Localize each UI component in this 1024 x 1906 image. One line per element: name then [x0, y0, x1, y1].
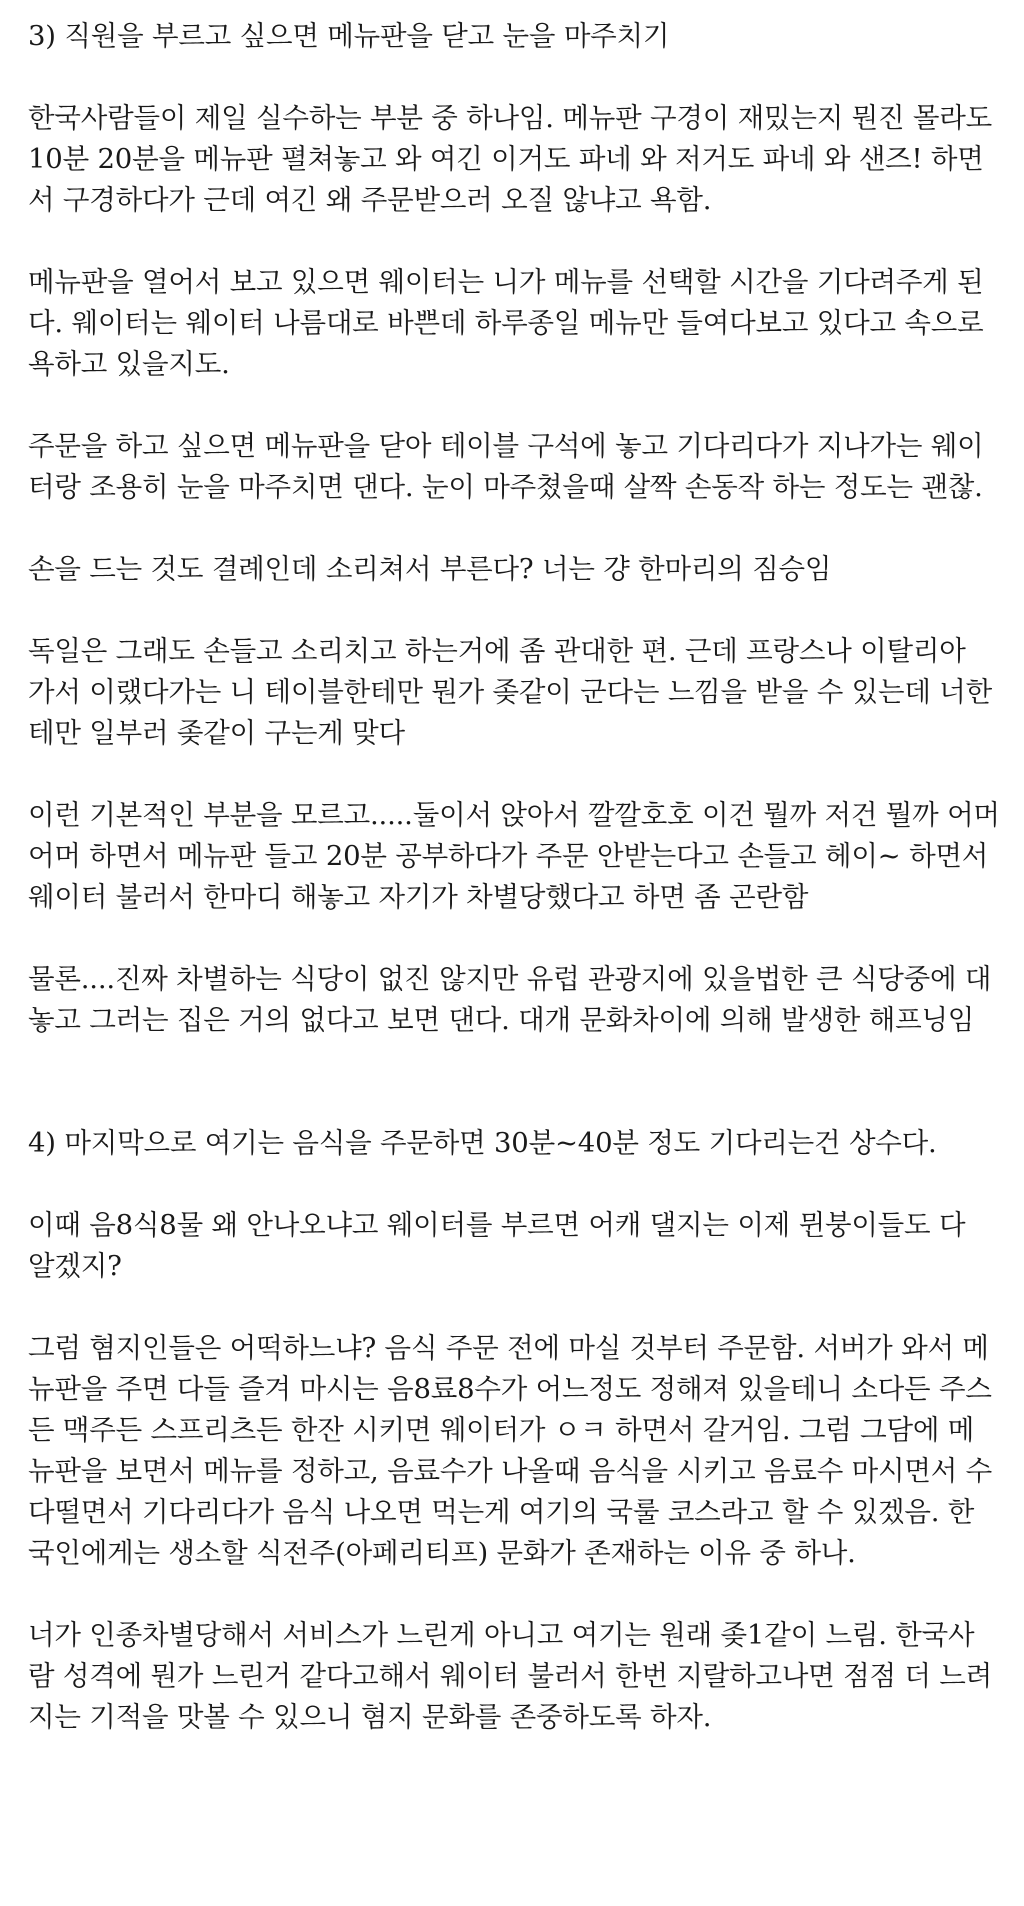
- section-3-paragraph-5: 독일은 그래도 손들고 소리치고 하는거에 좀 관대한 편. 근데 프랑스나 이탈리아 가서 이랬다가는 니 테이블한테만 뭔가 좆같이 군다는 느낌을 받을 수 있는데 너한테만 일부러 좆같이 구는게 맞다: [28, 635, 992, 749]
- paragraph-gap: [28, 508, 1000, 549]
- section-3-paragraph-1: 한국사람들이 제일 실수하는 부분 중 하나임. 메뉴판 구경이 재밌는지 뭔진 몰라도 10분 20분을 메뉴판 펼쳐놓고 와 여긴 이거도 파네 와 저거도 파네 와 샌즈! 하면서 구경하다가 근데 여긴 왜 주문받으러 오질 않냐고 욕함.: [28, 102, 992, 216]
- paragraph-gap: [28, 918, 1000, 959]
- section-3-paragraph-6: 이런 기본적인 부분을 모르고.....둘이서 앉아서 깔깔호호 이건 뭘까 저건 뭘까 어머어머 하면서 메뉴판 들고 20분 공부하다가 주문 안받는다고 손들고 헤이~ 하면서 웨이터 불러서 한마디 해놓고 자기가 차별당했다고 하면 좀 곤란함: [28, 799, 1000, 913]
- paragraph-gap: [28, 1287, 1000, 1328]
- section-4-paragraph-3: 너가 인종차별당해서 서비스가 느린게 아니고 여기는 원래 좆1같이 느림. 한국사람 성격에 뭔가 느린거 같다고해서 웨이터 불러서 한번 지랄하고나면 점점 더 느려지는 기적을 맛볼 수 있으니 혐지 문화를 존중하도록 하자.: [28, 1619, 992, 1733]
- paragraph-gap: [28, 1574, 1000, 1615]
- paragraph-gap: [28, 1164, 1000, 1205]
- section-3-heading: 3) 직원을 부르고 싶으면 메뉴판을 닫고 눈을 마주치기: [28, 20, 670, 52]
- paragraph-gap: [28, 590, 1000, 631]
- paragraph-gap: [28, 221, 1000, 262]
- section-4-heading: 4) 마지막으로 여기는 음식을 주문하면 30분~40분 정도 기다리는건 상수다.: [28, 1127, 937, 1159]
- section-4-paragraph-2: 그럼 혐지인들은 어떡하느냐? 음식 주문 전에 마실 것부터 주문함. 서버가 와서 메뉴판을 주면 다들 즐겨 마시는 음8료8수가 어느정도 정해져 있을테니 소다든 주스든 맥주든 스프리츠든 한잔 시키면 웨이터가 ㅇㅋ 하면서 갈거임. 그럼 그담에 메뉴판을 보면서 메뉴를 정하고, 음료수가 나올때 음식을 시키고 음료수 마시면서 수다떨면서 기다리다가 음식 나오면 먹는게 여기의 국룰 코스라고 할 수 있겠음. 한국인에게는 생소할 식전주(아페리티프) 문화가 존재하는 이유 중 하나.: [28, 1332, 992, 1569]
- section-4-paragraph-1: 이때 음8식8물 왜 안나오냐고 웨이터를 부르면 어캐 댈지는 이제 뮌붕이들도 다 알겠지?: [28, 1209, 966, 1282]
- section-3-paragraph-7: 물론....진짜 차별하는 식당이 없진 않지만 유럽 관광지에 있을법한 큰 식당중에 대놓고 그러는 집은 거의 없다고 보면 댄다. 대개 문화차이에 의해 발생한 해프닝임: [28, 963, 992, 1036]
- document-body: [28, 16, 1000, 1738]
- paragraph-gap: [28, 57, 1000, 98]
- section-3-paragraph-3: 주문을 하고 싶으면 메뉴판을 닫아 테이블 구석에 놓고 기다리다가 지나가는 웨이터랑 조용히 눈을 마주치면 댄다. 눈이 마주쳤을때 살짝 손동작 하는 정도는 괜찮.: [28, 430, 984, 503]
- section-gap: [28, 1041, 1000, 1123]
- paragraph-gap: [28, 754, 1000, 795]
- section-3-paragraph-2: 메뉴판을 열어서 보고 있으면 웨이터는 니가 메뉴를 선택할 시간을 기다려주게 된다. 웨이터는 웨이터 나름대로 바쁜데 하루종일 메뉴만 들여다보고 있다고 속으로 욕하고 있을지도.: [28, 266, 984, 380]
- paragraph-gap: [28, 385, 1000, 426]
- section-3-paragraph-4: 손을 드는 것도 결례인데 소리쳐서 부른다? 너는 걍 한마리의 짐승임: [28, 553, 832, 585]
